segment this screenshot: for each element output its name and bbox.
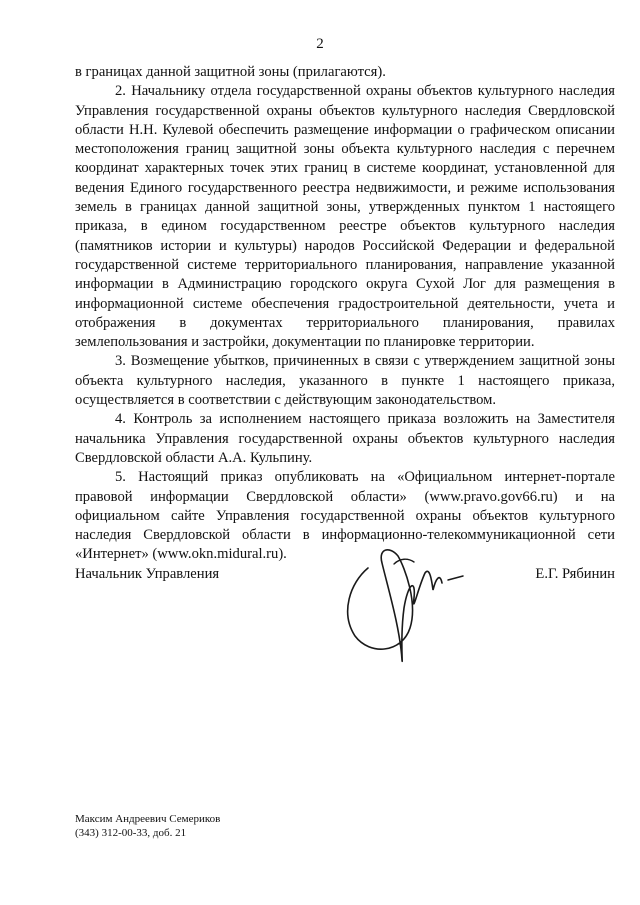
paragraph-item-5: 5. Настоящий приказ опубликовать на «Официальном интернет-портале правовой информации Свердловской области» (www.pravo.gov66.ru) и на официальном сайте Управления государственной охраны объектов культурного наследия Свердловской области в информационно-телекоммуникационной сети «Интернет» (www.okn.midural.ru). [75,469,615,563]
signatory-name: Е.Г. Рябинин [535,566,615,582]
executor-name: Максим Андреевич Семериков [75,813,221,825]
executor-info [75,812,220,840]
paragraph-continuation: в границах данной защитной зоны (прилагаются). [75,64,386,80]
executor-phone: (343) 312-00-33, доб. 21 [75,827,187,839]
paragraph-item-2: 2. Начальнику отдела государственной охраны объектов культурного наследия Управления государственной охраны объектов культурного наследия Свердловской области Н.Н. Кулевой обеспечить размещение информации о графическом описании местоположения границ защитной зоны объекта культурного наследия с перечнем координат характерных точек этих границ в системе координат, установленной для ведения Единого государственного реестра недвижимости, и режиме использования земель в границах данной защитной зоны, утвержденных пунктом 1 настоящего приказа, в едином государственном реестре объектов культурного наследия (памятников истории и культуры) народов Российской Федерации и федеральной государственной системе территориального планирования, направление указанной информации в Администрацию городского округа Сухой Лог для размещения в информационной системе обеспечения градостроительной деятельности, учета и отображения в документах территориального планирования, правилах землепользования и застройки, документации по планировке территории. [75,83,615,351]
signatory-position: Начальник Управления [75,566,220,582]
paragraph-item-3: 3. Возмещение убытков, причиненных в связи с утверждением защитной зоны объекта культурного наследия, указанного в пункте 1 настоящего приказа, осуществляется в соответствии с действующим законодательством. [75,353,615,409]
document-body [75,63,615,565]
page-number: 2 [316,36,324,52]
handwritten-signature [330,528,475,668]
paragraph-item-4: 4. Контроль за исполнением настоящего приказа возложить на Заместителя начальника Управления государственной охраны объектов культурного наследия Свердловской области А.А. Кульпину. [75,411,615,466]
